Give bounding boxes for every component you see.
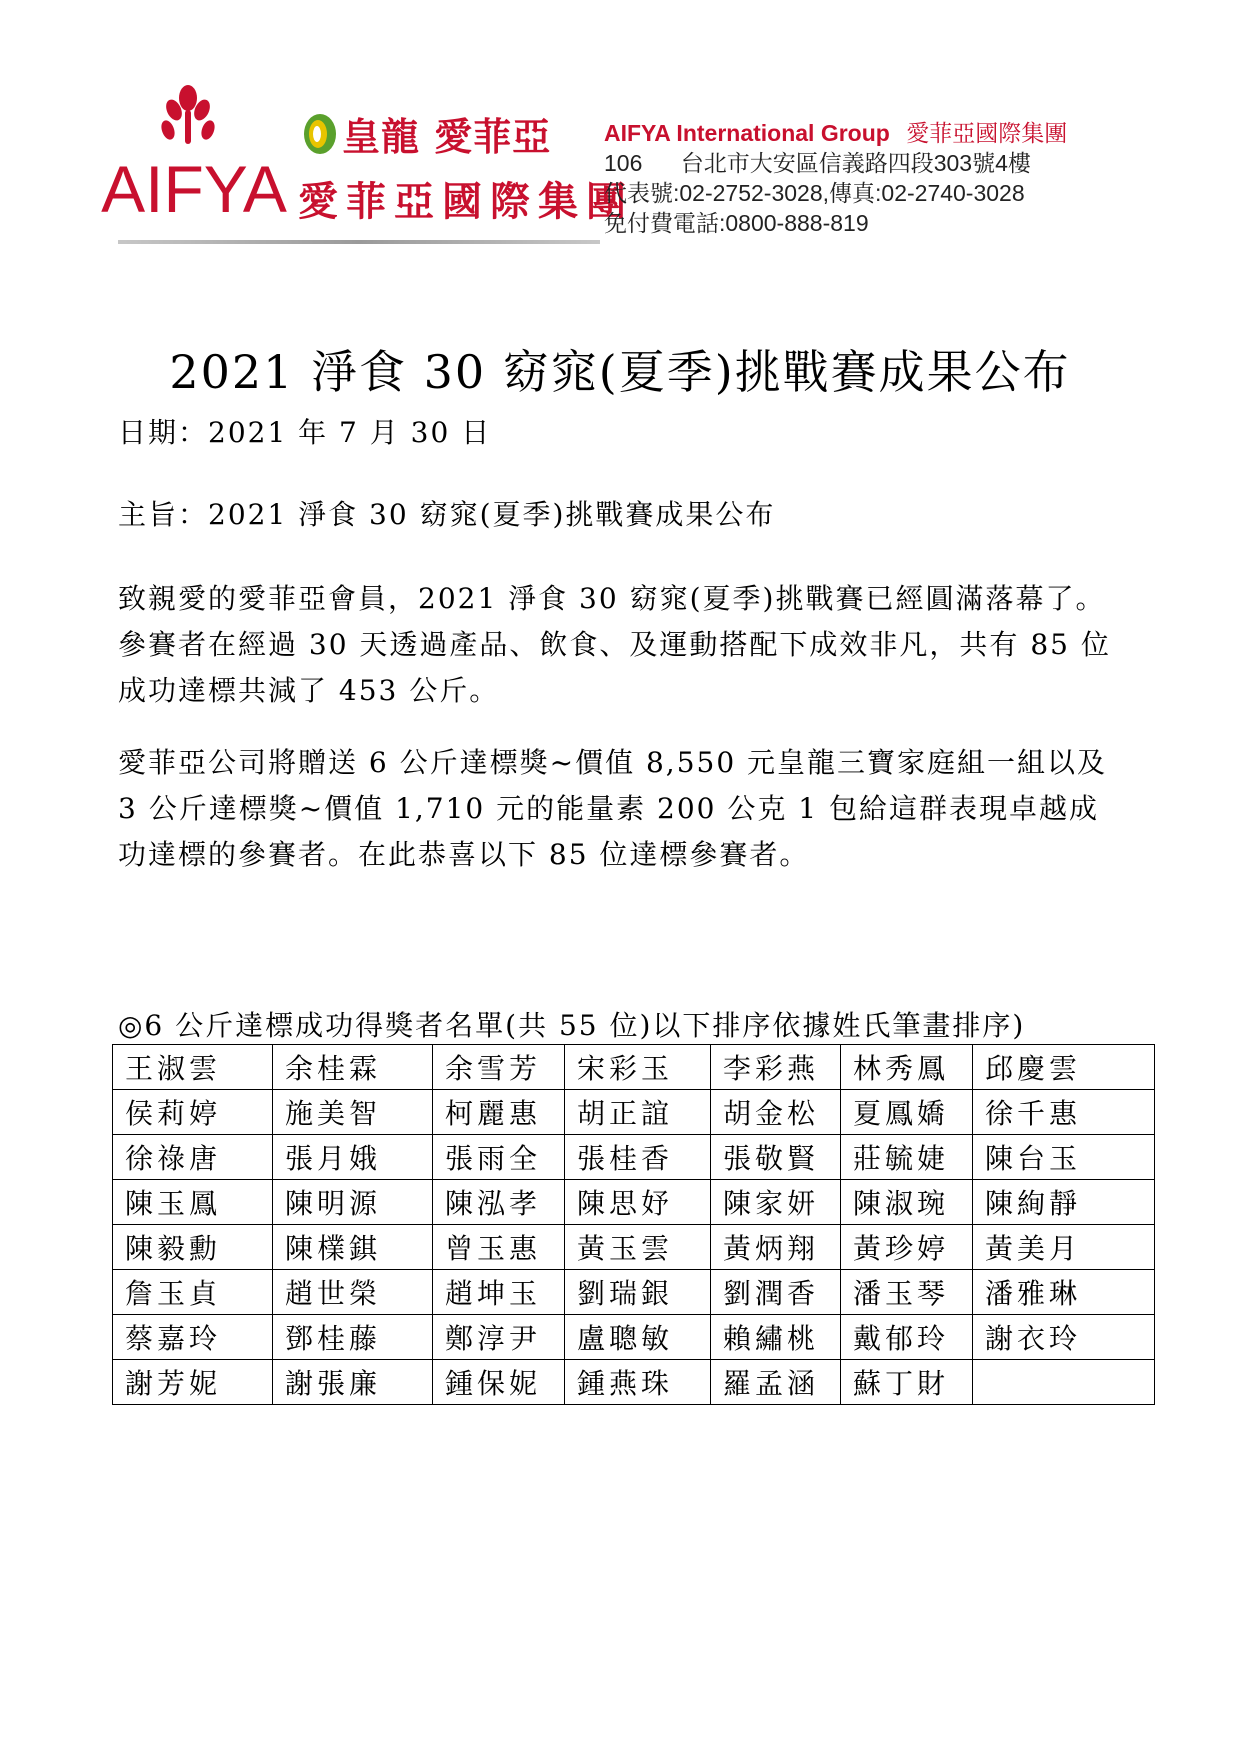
winner-name-cell: 余桂霖 — [273, 1045, 433, 1090]
letterhead — [101, 82, 1078, 252]
winner-name-cell: 潘雅琳 — [973, 1270, 1155, 1315]
winner-name-cell: 謝芳妮 — [113, 1360, 273, 1405]
winner-name-cell: 施美智 — [273, 1090, 433, 1135]
brand-line-2: 愛菲亞國際集團 — [298, 178, 634, 225]
brand-line-1: 皇龍 愛菲亞 — [342, 115, 552, 159]
brand-underline — [118, 240, 600, 244]
winner-name-cell: 盧聰敏 — [565, 1315, 711, 1360]
winner-name-cell: 邱慶雲 — [973, 1045, 1155, 1090]
contact-block — [604, 118, 1084, 238]
winner-name-cell: 謝張廉 — [273, 1360, 433, 1405]
winner-name-cell: 曾玉惠 — [433, 1225, 565, 1270]
table-row — [113, 1270, 1155, 1315]
winner-name-cell: 余雪芳 — [433, 1045, 565, 1090]
winner-name-cell: 宋彩玉 — [565, 1045, 711, 1090]
winner-name-cell: 賴繡桃 — [711, 1315, 841, 1360]
winner-name-cell: 侯莉婷 — [113, 1090, 273, 1135]
winner-name-cell: 謝衣玲 — [973, 1315, 1155, 1360]
table-row — [113, 1180, 1155, 1225]
winner-name-cell: 林秀鳳 — [841, 1045, 973, 1090]
announcement-paragraph: 致親愛的愛菲亞會員，2021 淨食 30 窈窕(夏季)挑戰賽已經圓滿落幕了。參賽者在經過 30 天透過產品、飲食、及運動搭配下成效非凡，共有 85 位成功達標共減了 453 公斤。 — [118, 582, 1111, 707]
winner-name-cell: 詹玉貞 — [113, 1270, 273, 1315]
winner-name-cell: 黃珍婷 — [841, 1225, 973, 1270]
winner-name-cell: 張雨全 — [433, 1135, 565, 1180]
page-title: 2021 淨食 30 窈窕(夏季)挑戰賽成果公布 — [169, 345, 1071, 399]
table-row — [113, 1045, 1155, 1090]
winner-name-cell: 陳家妍 — [711, 1180, 841, 1225]
winner-name-cell: 黃炳翔 — [711, 1225, 841, 1270]
winner-name-cell: 陳毅勳 — [113, 1225, 273, 1270]
winner-name-cell: 陳思妤 — [565, 1180, 711, 1225]
winner-name-cell: 蔡嘉玲 — [113, 1315, 273, 1360]
winner-name-cell: 陳玉鳳 — [113, 1180, 273, 1225]
winner-name-cell: 趙世榮 — [273, 1270, 433, 1315]
winner-name-cell: 羅孟涵 — [711, 1360, 841, 1405]
winner-name-cell: 戴郁玲 — [841, 1315, 973, 1360]
subject-line: 主旨：2021 淨食 30 窈窕(夏季)挑戰賽成果公布 — [118, 498, 776, 531]
address: 106 台北市大安區信義路四段303號4樓 — [604, 150, 1031, 176]
winner-name-cell: 鍾燕珠 — [565, 1360, 711, 1405]
winner-name-cell: 鍾保妮 — [433, 1360, 565, 1405]
winner-name-cell: 陳明源 — [273, 1180, 433, 1225]
winner-name-cell: 胡正誼 — [565, 1090, 711, 1135]
winner-name-cell: 王淑雲 — [113, 1045, 273, 1090]
aifya-logo-text: AIFYA — [101, 152, 287, 226]
winner-name-cell: 陳淑琬 — [841, 1180, 973, 1225]
winner-name-cell: 張月娥 — [273, 1135, 433, 1180]
winner-name-cell: 趙坤玉 — [433, 1270, 565, 1315]
date-line: 日期：2021 年 7 月 30 日 — [118, 416, 492, 449]
winner-name-cell: 徐祿唐 — [113, 1135, 273, 1180]
prize-paragraph: 愛菲亞公司將贈送 6 公斤達標獎~價值 8,550 元皇龍三寶家庭組一組以及 3 公斤達標獎~價值 1,710 元的能量素 200 公克 1 包給這群表現卓越成功達標的參賽者。在此恭喜以下 85 位達標參賽者。 — [118, 746, 1108, 871]
aifya-logo — [101, 82, 287, 242]
winner-name-cell: 黃美月 — [973, 1225, 1155, 1270]
winner-name-cell: 陳泓孝 — [433, 1180, 565, 1225]
leaf-icon — [298, 104, 338, 156]
winner-name-cell: 柯麗惠 — [433, 1090, 565, 1135]
winner-name-cell: 莊毓婕 — [841, 1135, 973, 1180]
winner-name-cell: 黃玉雲 — [565, 1225, 711, 1270]
table-caption: ◎6 公斤達標成功得獎者名單(共 55 位)以下排序依據姓氏筆畫排序) — [118, 1009, 1026, 1042]
table-row — [113, 1090, 1155, 1135]
winner-name-cell: 陳檏錤 — [273, 1225, 433, 1270]
winner-name-cell: 蘇丁財 — [841, 1360, 973, 1405]
winner-name-cell: 鄭淳尹 — [433, 1315, 565, 1360]
winner-name-cell: 夏鳳嬌 — [841, 1090, 973, 1135]
table-row — [113, 1360, 1155, 1405]
winner-name-cell: 胡金松 — [711, 1090, 841, 1135]
toll-free: 免付費電話:0800-888-819 — [604, 210, 869, 236]
winner-name-cell: 劉瑞銀 — [565, 1270, 711, 1315]
winner-name-cell — [973, 1360, 1155, 1405]
winner-name-cell: 張敬賢 — [711, 1135, 841, 1180]
phone-fax: 代表號:02-2752-3028,傳真:02-2740-3028 — [604, 180, 1025, 206]
table-row — [113, 1135, 1155, 1180]
winner-name-cell: 陳台玉 — [973, 1135, 1155, 1180]
group-name: AIFYA International Group — [604, 120, 890, 146]
winner-name-cell: 陳絢靜 — [973, 1180, 1155, 1225]
winner-name-cell: 劉潤香 — [711, 1270, 841, 1315]
winners-table — [112, 1044, 1155, 1405]
winner-name-cell: 李彩燕 — [711, 1045, 841, 1090]
table-row — [113, 1315, 1155, 1360]
winner-name-cell: 潘玉琴 — [841, 1270, 973, 1315]
group-name-zh: 愛菲亞國際集團 — [906, 120, 1068, 146]
winner-name-cell: 鄧桂藤 — [273, 1315, 433, 1360]
table-row — [113, 1225, 1155, 1270]
winner-name-cell: 張桂香 — [565, 1135, 711, 1180]
winner-name-cell: 徐千惠 — [973, 1090, 1155, 1135]
